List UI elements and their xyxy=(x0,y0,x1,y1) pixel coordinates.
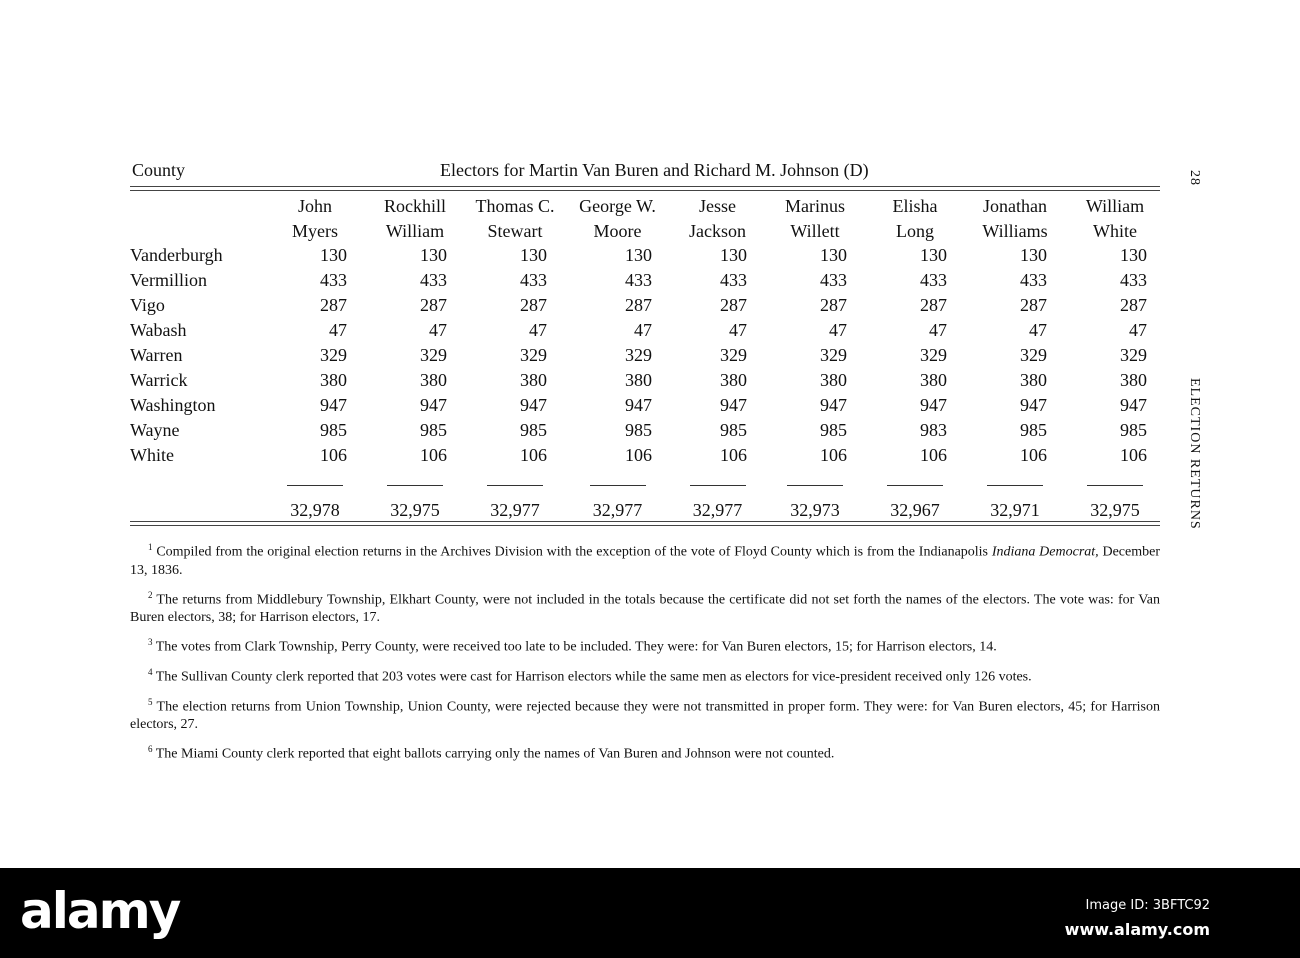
total-cell: 32,975 xyxy=(1090,499,1140,520)
county-name: Wayne xyxy=(130,420,180,440)
footnote-text: December 13, 1836. xyxy=(130,544,1160,578)
vote-cell: 947 xyxy=(1020,395,1047,415)
vote-cell: 47 xyxy=(1029,320,1047,340)
elector-name-last: Myers xyxy=(292,220,338,241)
vote-cell: 106 xyxy=(720,445,747,465)
elector-name-last: Williams xyxy=(982,220,1048,241)
header-spacer xyxy=(130,193,265,218)
elector-name-last: Stewart xyxy=(487,220,543,241)
sum-rule xyxy=(265,468,365,493)
vote-cell: 985 xyxy=(720,420,747,440)
vote-cell: 380 xyxy=(625,370,652,390)
vote-cell: 287 xyxy=(320,295,347,315)
county-name: Vanderburgh xyxy=(130,245,223,265)
elector-name-last: White xyxy=(1093,220,1137,241)
vote-cell: 985 xyxy=(520,420,547,440)
vote-cell: 130 xyxy=(420,245,447,265)
sum-rule xyxy=(670,468,765,493)
total-cell: 32,967 xyxy=(890,499,940,520)
sum-rule-row xyxy=(130,468,1165,493)
footnote xyxy=(130,633,1160,657)
vote-cell: 130 xyxy=(625,245,652,265)
vote-cell: 433 xyxy=(1120,270,1147,290)
footnote-italic: Indiana Democrat, xyxy=(991,544,1099,560)
vote-cell: 947 xyxy=(320,395,347,415)
vote-cell: 130 xyxy=(920,245,947,265)
footnote-text: The Sullivan County clerk reported that 203 votes were cast for Harrison electors while the same men as electors for vice-president received only 126 votes. xyxy=(155,669,1032,685)
footnote-mark: 2 xyxy=(148,589,153,600)
total-cell: 32,973 xyxy=(790,499,840,520)
footnote xyxy=(130,693,1160,735)
sum-rule xyxy=(565,468,670,493)
county-name: Warren xyxy=(130,345,183,365)
footnote-text: Compiled from the original election returns in the Archives Division with the exception of the vote of Floyd County which is from the Indianapolis xyxy=(156,544,992,560)
sum-dash xyxy=(787,485,843,486)
vote-cell: 47 xyxy=(634,320,652,340)
image-id: Image ID: 3BFTC92 xyxy=(1085,898,1210,913)
table-row xyxy=(130,243,1165,268)
elector-name-last: Willett xyxy=(790,220,840,241)
watermark-bar xyxy=(0,868,1300,958)
vote-cell: 106 xyxy=(320,445,347,465)
spacer xyxy=(130,468,265,493)
vote-cell: 287 xyxy=(720,295,747,315)
sum-rule xyxy=(965,468,1065,493)
table-row xyxy=(130,293,1165,318)
sum-dash xyxy=(1087,485,1143,486)
vote-cell: 47 xyxy=(929,320,947,340)
table-row xyxy=(130,318,1165,343)
vote-cell: 985 xyxy=(1020,420,1047,440)
vote-cell: 287 xyxy=(820,295,847,315)
vote-cell: 380 xyxy=(420,370,447,390)
sum-dash xyxy=(887,485,943,486)
table-row xyxy=(130,443,1165,468)
vote-cell: 329 xyxy=(320,345,347,365)
elector-name-first: Thomas C. xyxy=(475,195,555,216)
sum-rule xyxy=(365,468,465,493)
footnote-mark: 3 xyxy=(148,637,153,648)
vote-cell: 433 xyxy=(720,270,747,290)
elector-name-first: Marinus xyxy=(785,195,845,216)
vote-cell: 433 xyxy=(420,270,447,290)
footnote-text: The Miami County clerk reported that eight ballots carrying only the names of Van Buren and Johnson were not counted. xyxy=(155,746,835,762)
vote-cell: 947 xyxy=(420,395,447,415)
sum-rule xyxy=(465,468,565,493)
footnote-text: The votes from Clark Township, Perry County, were received too late to be included. They were: for Van Buren electors, 15; for Harrison electors, 14. xyxy=(155,639,997,655)
footnote xyxy=(130,586,1160,628)
vote-cell: 130 xyxy=(720,245,747,265)
county-name: White xyxy=(130,445,174,465)
vote-cell: 329 xyxy=(820,345,847,365)
elector-name-first: Jesse xyxy=(699,195,736,216)
sum-dash xyxy=(590,485,646,486)
vote-cell: 47 xyxy=(329,320,347,340)
vote-cell: 985 xyxy=(625,420,652,440)
vote-cell: 47 xyxy=(1129,320,1147,340)
footnotes xyxy=(130,538,1160,770)
vote-cell: 287 xyxy=(520,295,547,315)
vote-cell: 329 xyxy=(1120,345,1147,365)
top-rule-2 xyxy=(130,190,1160,191)
county-name: Vermillion xyxy=(130,270,207,290)
vote-cell: 287 xyxy=(420,295,447,315)
vote-cell: 329 xyxy=(520,345,547,365)
vote-cell: 130 xyxy=(820,245,847,265)
table-row xyxy=(130,418,1165,443)
vote-cell: 380 xyxy=(920,370,947,390)
bottom-rule xyxy=(130,521,1160,522)
running-head: ELECTION RETURNS xyxy=(1187,378,1202,530)
county-name: Wabash xyxy=(130,320,187,340)
vote-cell: 106 xyxy=(920,445,947,465)
vote-cell: 106 xyxy=(520,445,547,465)
footnote xyxy=(130,663,1160,687)
total-cell: 32,977 xyxy=(592,499,643,520)
elector-name-first: Jonathan xyxy=(983,195,1047,216)
vote-cell: 947 xyxy=(520,395,547,415)
table-row xyxy=(130,393,1165,418)
vote-cell: 130 xyxy=(320,245,347,265)
vote-cell: 106 xyxy=(1020,445,1047,465)
header-row xyxy=(130,193,1165,218)
top-rule xyxy=(130,186,1160,187)
vote-cell: 287 xyxy=(920,295,947,315)
footnote-text: The election returns from Union Township, Union County, were rejected because they were not transmitted in proper form. They were: for Van Buren electors, 45; for Harrison electors, 27. xyxy=(130,699,1160,733)
vote-cell: 47 xyxy=(429,320,447,340)
vote-cell: 380 xyxy=(820,370,847,390)
vote-cell: 130 xyxy=(520,245,547,265)
footnote xyxy=(130,740,1160,764)
elector-name-last: Jackson xyxy=(689,220,746,241)
vote-cell: 947 xyxy=(625,395,652,415)
election-table xyxy=(130,193,1165,527)
total-cell: 32,977 xyxy=(490,499,540,520)
vote-cell: 106 xyxy=(1120,445,1147,465)
page-number: 28 xyxy=(1187,170,1202,186)
sum-rule xyxy=(865,468,965,493)
sum-dash xyxy=(690,485,746,486)
vote-cell: 130 xyxy=(1020,245,1047,265)
vote-cell: 329 xyxy=(1020,345,1047,365)
sum-dash xyxy=(487,485,543,486)
vote-cell: 287 xyxy=(1120,295,1147,315)
footnote xyxy=(130,538,1160,580)
alamy-logo: alamy xyxy=(20,882,180,940)
vote-cell: 947 xyxy=(720,395,747,415)
elector-name-last: Long xyxy=(896,220,934,241)
elector-name-first: William xyxy=(1085,195,1145,216)
footnote-mark: 4 xyxy=(148,666,153,677)
vote-cell: 380 xyxy=(1120,370,1147,390)
vote-cell: 433 xyxy=(625,270,652,290)
vote-cell: 380 xyxy=(320,370,347,390)
vote-cell: 380 xyxy=(520,370,547,390)
vote-cell: 983 xyxy=(920,420,947,440)
elector-name-first: Elisha xyxy=(892,195,938,216)
sum-rule xyxy=(765,468,865,493)
total-cell: 32,971 xyxy=(990,499,1040,520)
vote-cell: 985 xyxy=(820,420,847,440)
sum-rule xyxy=(1065,468,1165,493)
total-cell: 32,977 xyxy=(692,499,743,520)
vote-cell: 130 xyxy=(1120,245,1147,265)
county-name: Vigo xyxy=(130,295,165,315)
vote-cell: 985 xyxy=(1120,420,1147,440)
elector-name-last: Moore xyxy=(593,220,642,241)
vote-cell: 433 xyxy=(820,270,847,290)
total-cell: 32,978 xyxy=(290,499,340,520)
header-row xyxy=(130,218,1165,243)
county-name: Washington xyxy=(130,395,216,415)
vote-cell: 329 xyxy=(625,345,652,365)
vote-cell: 287 xyxy=(1020,295,1047,315)
elector-name-first: John xyxy=(297,195,332,216)
footnote-text: The returns from Middlebury Township, Elkhart County, were not included in the totals because the certificate did not set forth the names of the electors. The vote was: for Van Buren electors, 38; for Harrison electors, 17. xyxy=(130,592,1160,626)
bottom-rule-2 xyxy=(130,525,1160,526)
vote-cell: 329 xyxy=(920,345,947,365)
vote-cell: 380 xyxy=(1020,370,1047,390)
vote-cell: 985 xyxy=(320,420,347,440)
vote-cell: 47 xyxy=(529,320,547,340)
vote-cell: 947 xyxy=(1120,395,1147,415)
elector-name-first: Rockhill xyxy=(384,195,446,216)
vote-cell: 106 xyxy=(625,445,652,465)
vote-cell: 287 xyxy=(625,295,652,315)
table-title: Electors for Martin Van Buren and Richard M. Johnson (D) xyxy=(440,160,869,180)
vote-cell: 106 xyxy=(820,445,847,465)
footnote-mark: 5 xyxy=(148,696,153,707)
header-spacer xyxy=(130,218,265,243)
vote-cell: 47 xyxy=(729,320,747,340)
table-row xyxy=(130,268,1165,293)
sum-dash xyxy=(387,485,443,486)
sum-dash xyxy=(287,485,343,486)
table-row xyxy=(130,343,1165,368)
watermark-url: www.alamy.com xyxy=(1064,920,1210,939)
footnote-mark: 1 xyxy=(148,542,153,552)
total-cell: 32,975 xyxy=(390,499,440,520)
vote-cell: 329 xyxy=(720,345,747,365)
vote-cell: 380 xyxy=(720,370,747,390)
vote-cell: 106 xyxy=(420,445,447,465)
vote-cell: 433 xyxy=(520,270,547,290)
county-column-label: County xyxy=(132,160,186,180)
county-name: Warrick xyxy=(130,370,188,390)
vote-cell: 433 xyxy=(1020,270,1047,290)
vote-cell: 947 xyxy=(820,395,847,415)
vote-cell: 433 xyxy=(320,270,347,290)
vote-cell: 985 xyxy=(420,420,447,440)
vote-cell: 329 xyxy=(420,345,447,365)
vote-cell: 47 xyxy=(829,320,847,340)
footnote-mark: 6 xyxy=(148,744,153,755)
vote-cell: 433 xyxy=(920,270,947,290)
elector-name-last: William xyxy=(385,220,445,241)
elector-name-first: George W. xyxy=(579,195,656,216)
vote-cell: 947 xyxy=(920,395,947,415)
table-row xyxy=(130,368,1165,393)
sum-dash xyxy=(987,485,1043,486)
